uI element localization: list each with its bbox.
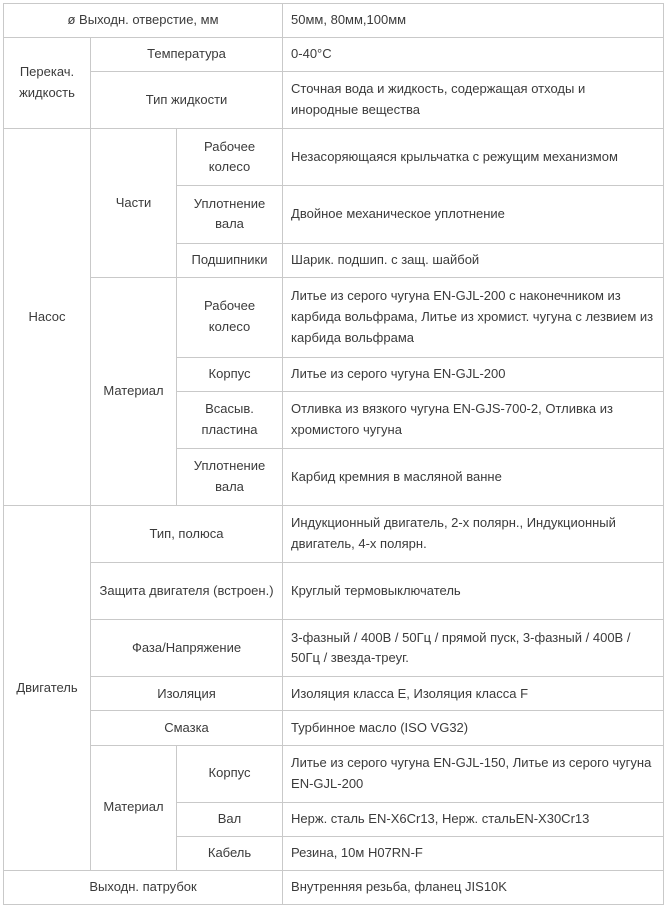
motor-casing-label: Корпус — [177, 745, 283, 802]
motor-insulation-label: Изоляция — [91, 677, 283, 711]
pump-parts-label: Части — [91, 129, 177, 277]
liquid-group-label: Перекач. жидкость — [4, 38, 91, 129]
pump-group-label: Насос — [4, 129, 91, 506]
table-row — [4, 677, 664, 711]
pump-casing-label: Корпус — [177, 357, 283, 391]
motor-protection-value: Круглый термовыключатель — [283, 563, 664, 620]
table-row — [4, 563, 664, 620]
motor-phase-value: 3-фазный / 400В / 50Гц / прямой пуск, 3-фазный / 400В / 50Гц / звезда-треуг. — [283, 620, 664, 677]
pump-bearings-value: Шарик. подшип. с защ. шайбой — [283, 243, 664, 277]
motor-type-value: Индукционный двигатель, 2-х полярн., Индукционный двигатель, 4-х полярн. — [283, 506, 664, 563]
motor-phase-label: Фаза/Напряжение — [91, 620, 283, 677]
temperature-value: 0-40°C — [283, 38, 664, 72]
motor-group-label: Двигатель — [4, 506, 91, 871]
motor-type-label: Тип, полюса — [91, 506, 283, 563]
pump-bearings-label: Подшипники — [177, 243, 283, 277]
pump-casing-value: Литье из серого чугуна EN-GJL-200 — [283, 357, 664, 391]
pump-shaft-seal-value: Двойное механическое уплотнение — [283, 186, 664, 243]
table-row — [4, 277, 664, 357]
motor-lubricant-label: Смазка — [91, 711, 283, 745]
pump-shaft-seal-label: Уплотнение вала — [177, 186, 283, 243]
table-row — [4, 4, 664, 38]
pump-material-shaft-seal-value: Карбид кремния в масляной ванне — [283, 448, 664, 505]
motor-lubricant-value: Турбинное масло (ISO VG32) — [283, 711, 664, 745]
pump-impeller-value: Незасоряющаяся крыльчатка с режущим механизмом — [283, 129, 664, 186]
motor-protection-label: Защита двигателя (встроен.) — [91, 563, 283, 620]
motor-shaft-value: Нерж. сталь EN-X6Cr13, Нерж. стальEN-X30Cr13 — [283, 802, 664, 836]
discharge-label: Выходн. патрубок — [4, 870, 283, 904]
pump-impeller-label: Рабочее колесо — [177, 129, 283, 186]
motor-cable-label: Кабель — [177, 836, 283, 870]
outlet-label: ø Выходн. отверстие, мм — [4, 4, 283, 38]
table-row — [4, 711, 664, 745]
motor-material-label: Материал — [91, 745, 177, 870]
pump-material-impeller-label: Рабочее колесо — [177, 277, 283, 357]
liquid-type-label: Тип жидкости — [91, 72, 283, 129]
liquid-type-value: Сточная вода и жидкость, содержащая отходы и инородные вещества — [283, 72, 664, 129]
motor-cable-value: Резина, 10м H07RN-F — [283, 836, 664, 870]
pump-material-impeller-value: Литье из серого чугуна EN-GJL-200 с наконечником из карбида вольфрама, Литье из хромист. чугуна с лезвием из карбида вольфрама — [283, 277, 664, 357]
spec-table — [3, 3, 664, 905]
pump-material-label: Материал — [91, 277, 177, 505]
table-row — [4, 745, 664, 802]
motor-casing-value: Литье из серого чугуна EN-GJL-150, Литье из серого чугуна EN-GJL-200 — [283, 745, 664, 802]
table-row — [4, 72, 664, 129]
pump-suction-plate-value: Отливка из вязкого чугуна EN-GJS-700-2, Отливка из хромистого чугуна — [283, 391, 664, 448]
table-row — [4, 870, 664, 904]
table-row — [4, 38, 664, 72]
table-row — [4, 129, 664, 186]
table-row — [4, 506, 664, 563]
motor-insulation-value: Изоляция класса E, Изоляция класса F — [283, 677, 664, 711]
outlet-value: 50мм, 80мм,100мм — [283, 4, 664, 38]
pump-material-shaft-seal-label: Уплотнение вала — [177, 448, 283, 505]
motor-shaft-label: Вал — [177, 802, 283, 836]
discharge-value: Внутренняя резьба, фланец JIS10K — [283, 870, 664, 904]
pump-suction-plate-label: Всасыв. пластина — [177, 391, 283, 448]
temperature-label: Температура — [91, 38, 283, 72]
table-row — [4, 620, 664, 677]
